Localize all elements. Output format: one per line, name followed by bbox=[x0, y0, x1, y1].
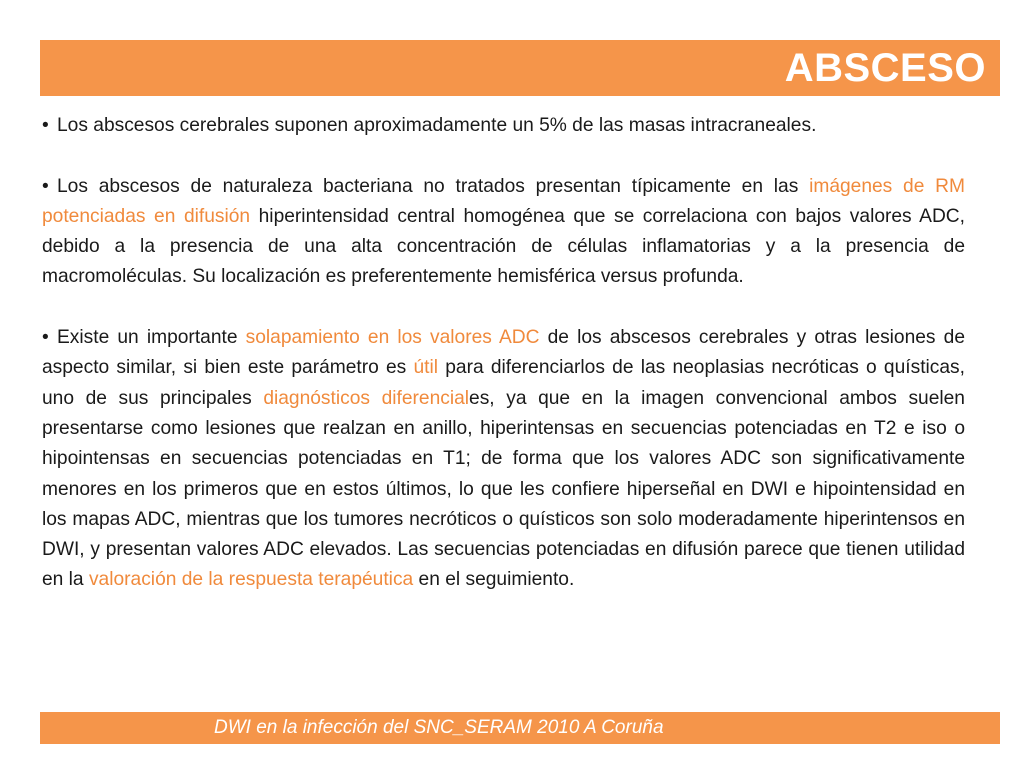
paragraph-3-highlight-4: valoración de la respuesta terapéutica bbox=[88, 569, 414, 591]
paragraph-1 bbox=[42, 111, 965, 141]
paragraph-3-text-1: Existe un importante bbox=[57, 327, 246, 349]
footer-text: DWI en la infección del SNC_SERAM 2010 A Coruña bbox=[214, 717, 664, 738]
paragraph-3-text-4: es, ya que en la imagen convencional ambos suelen presentarse como lesiones que realzan en anillo, hiperintensas en secuencias potenciadas en T2 e iso o hipointensas en secuencias potenciadas en T1; de forma que los valores ADC son significativamente menores en los primeros que en estos últimos, lo que les confiere hiperseñal en DWI e hipointensidad en los mapas ADC, mientras que los tumores necróticos o quísticos son solo moderadamente hiperintensos en DWI, y presentan valores ADC elevados. Las secuencias potenciadas en difusión parece que tienen utilidad en la bbox=[42, 387, 965, 591]
bullet-icon: • bbox=[42, 327, 49, 349]
bullet-icon: • bbox=[42, 175, 49, 197]
slide-content bbox=[42, 111, 965, 626]
paragraph-3-highlight-3: diagnósticos diferencial bbox=[263, 387, 470, 409]
footer-bar bbox=[40, 712, 1000, 744]
paragraph-3-highlight-2: útil bbox=[413, 357, 439, 379]
bullet-icon: • bbox=[42, 115, 49, 136]
paragraph-1-text: Los abscesos cerebrales suponen aproximadamente un 5% de las masas intracraneales. bbox=[57, 115, 817, 136]
paragraph-2-text-2: hiperintensidad central homogénea que se correlaciona con bajos valores ADC, debido a la presencia de una alta concentración de células inflamatorias y a la presencia de macromoléculas. Su localización es preferentemente hemisférica versus profunda. bbox=[42, 205, 965, 288]
paragraph-2-text-1: Los abscesos de naturaleza bacteriana no tratados presentan típicamente en las bbox=[57, 175, 810, 197]
paragraph-2 bbox=[42, 172, 965, 293]
paragraph-3-text-2: de los abscesos cerebrales y otras lesiones de aspecto similar, si bien este parámetro es bbox=[42, 327, 965, 379]
title-bar bbox=[40, 40, 1000, 96]
slide-title: ABSCESO bbox=[784, 46, 986, 90]
paragraph-3 bbox=[42, 323, 965, 596]
paragraph-2-highlight-1: imágenes de RM potenciadas en difusión bbox=[42, 175, 965, 227]
paragraph-3-text-3: para diferenciarlos de las neoplasias necróticas o quísticas, uno de sus principales bbox=[42, 357, 965, 409]
paragraph-3-highlight-1: solapamiento en los valores ADC bbox=[245, 327, 540, 349]
paragraph-3-text-5: en el seguimiento. bbox=[413, 569, 575, 591]
